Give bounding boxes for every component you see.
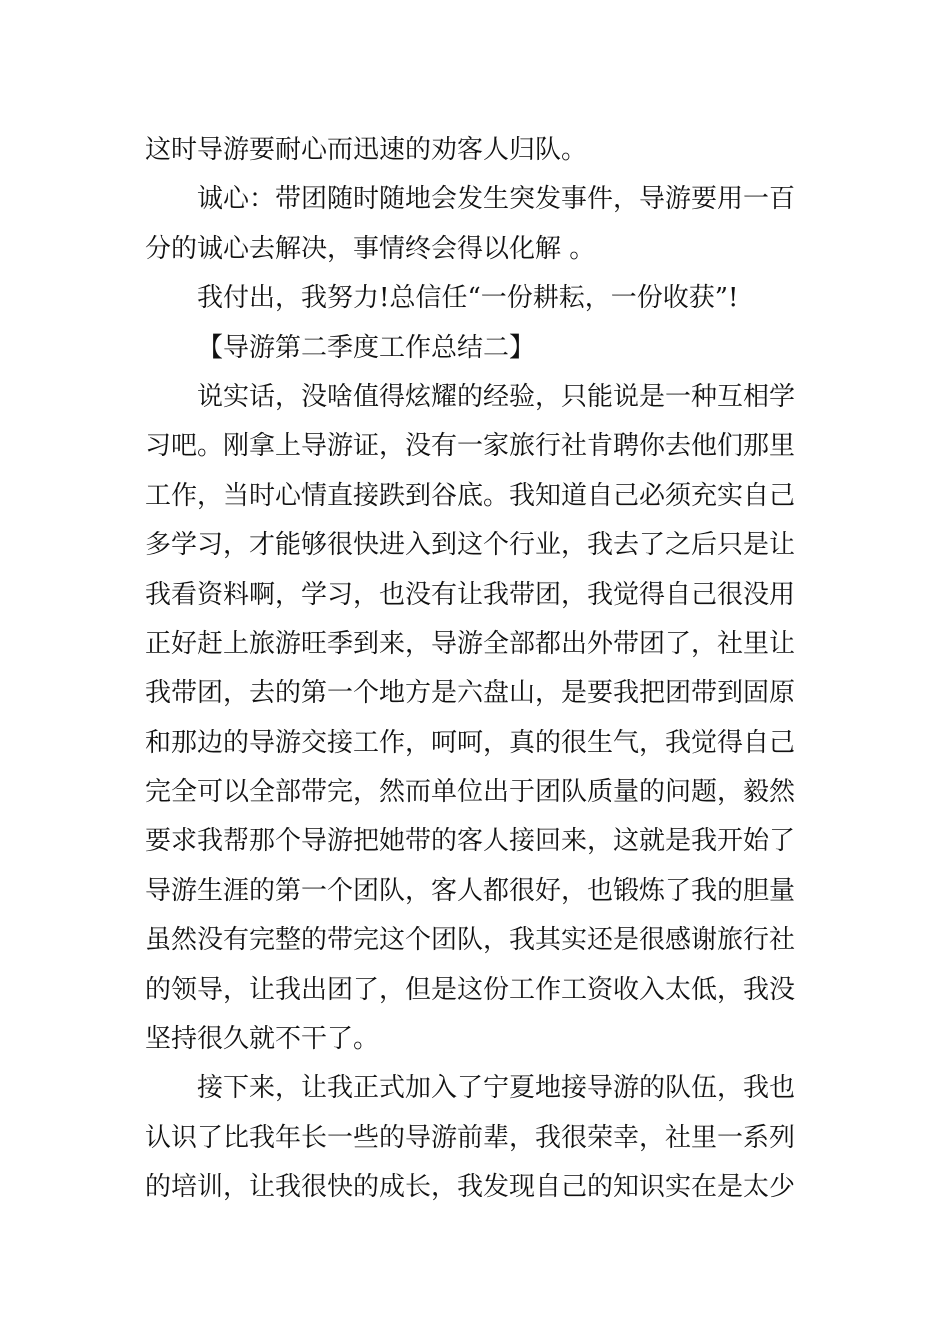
- text-line: 虽然没有完整的带完这个团队，我其实还是很感谢旅行社: [145, 925, 796, 956]
- text-line: 我看资料啊，学习，也没有让我带团，我觉得自己很没用: [145, 579, 796, 610]
- text-line: 诚心：带团随时随地会发生突发事件，导游要用一百: [197, 184, 796, 215]
- text-line: 接下来，让我正式加入了宁夏地接导游的队伍，我也: [197, 1073, 796, 1104]
- text-line: 我带团，去的第一个地方是六盘山，是要我把团带到固原: [145, 678, 796, 709]
- text-line: 分的诚心去解决，事情终会得以化解 。: [145, 233, 596, 264]
- section-heading: 【导游第二季度工作总结二】: [197, 332, 536, 363]
- text-line: 的领导，让我出团了，但是这份工作工资收入太低，我没: [145, 974, 796, 1005]
- text-line: 正好赶上旅游旺季到来，导游全部都出外带团了，社里让: [145, 628, 796, 659]
- text-line: 说实话，没啥值得炫耀的经验，只能说是一种互相学: [197, 381, 796, 412]
- text-line: 的培训，让我很快的成长，我发现自己的知识实在是太少: [145, 1172, 796, 1203]
- text-line: 完全可以全部带完，然而单位出于团队质量的问题，毅然: [145, 777, 796, 808]
- text-line: 这时导游要耐心而迅速的劝客人归队。: [145, 135, 588, 165]
- text-line: 要求我帮那个导游把她带的客人接回来，这就是我开始了: [145, 826, 796, 857]
- text-line: 多学习，才能够很快进入到这个行业，我去了之后只是让: [145, 530, 796, 561]
- text-line: 和那边的导游交接工作，呵呵，真的很生气，我觉得自己: [145, 727, 796, 758]
- body-text: [145, 126, 810, 1213]
- text-line: 坚持很久就不干了。: [145, 1024, 380, 1055]
- text-line: 我付出，我努力!总信任“一份耕耘，一份收获”!: [197, 283, 739, 314]
- text-line: 工作，当时心情直接跌到谷底。我知道自己必须充实自己: [145, 480, 796, 511]
- text-line: 认识了比我年长一些的导游前辈，我很荣幸，社里一系列: [145, 1122, 796, 1153]
- text-line: 导游生涯的第一个团队，客人都很好，也锻炼了我的胆量: [145, 875, 796, 906]
- text-line: 习吧。刚拿上导游证，没有一家旅行社肯聘你去他们那里: [145, 431, 796, 462]
